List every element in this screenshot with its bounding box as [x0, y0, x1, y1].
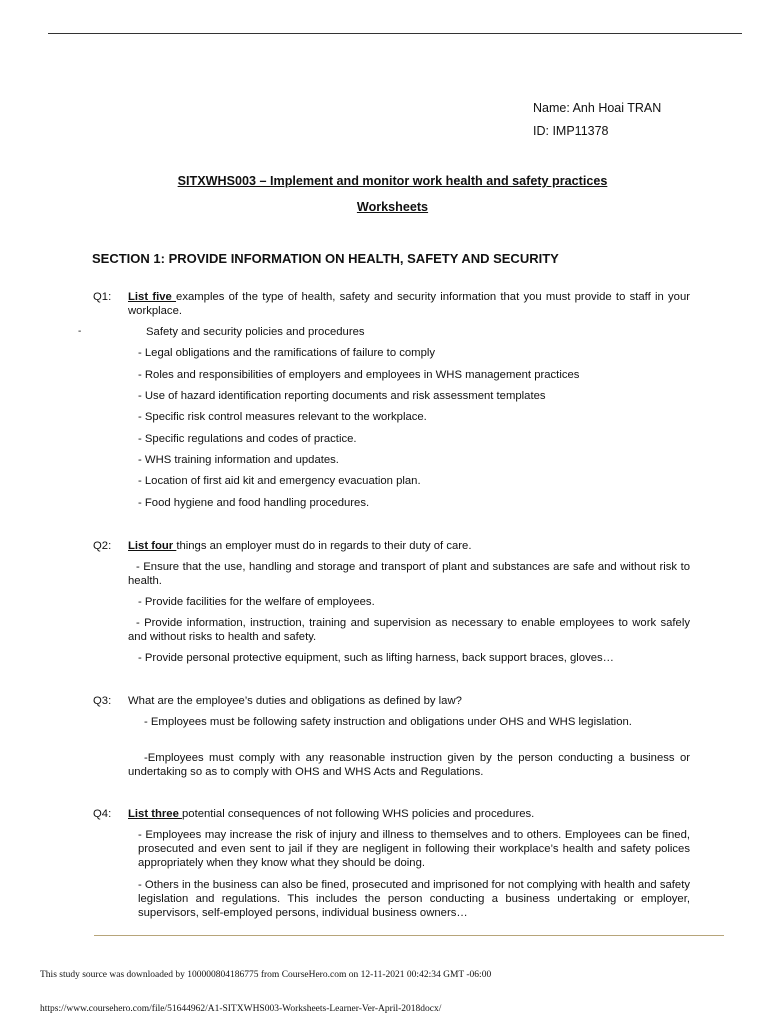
q2-text: things an employer must do in regards to their duty of care.	[176, 540, 472, 552]
q4-text: potential consequences of not following WHS policies and procedures.	[182, 808, 535, 820]
q1-item: - Legal obligations and the ramifications of failure to comply	[138, 347, 436, 359]
q4-answer: - Others in the business can also be fined, prosecuted and imprisoned for not complying with health and safety legislation and regulations. This includes the person conducting a business undertaking or employer, supervisors, self-employed persons, individual business owners…	[138, 879, 690, 919]
q1-lead: List five	[128, 291, 177, 303]
q1-item: - Use of hazard identification reporting documents and risk assessment templates	[138, 390, 546, 402]
document-subtitle: Worksheets	[356, 200, 429, 214]
q1-item: - WHS training information and updates.	[138, 454, 339, 466]
q1-item: - Specific regulations and codes of practice.	[138, 433, 357, 445]
q2-answer: - Provide personal protective equipment, such as lifting harness, back support braces, gloves…	[138, 652, 614, 664]
q2-label: Q2:	[93, 540, 112, 552]
q1-label: Q1:	[93, 291, 112, 303]
q2-answer: - Ensure that the use, handling and storage and transport of plant and substances are safe and without risk to health.	[128, 561, 690, 587]
bottom-rule	[94, 935, 724, 936]
q3-answer: - Employees must be following safety instruction and obligations under OHS and WHS legislation.	[144, 716, 632, 728]
top-rule	[48, 33, 742, 34]
student-name: Name: Anh Hoai TRAN	[533, 101, 662, 115]
source-url-link[interactable]: https://www.coursehero.com/file/51644962/A1-SITXWHS003-Worksheets-Learner-Ver-April-2018docx/	[40, 1004, 442, 1014]
q1-item: - Specific risk control measures relevant to the workplace.	[138, 411, 427, 423]
q1-item: - Food hygiene and food handling procedures.	[138, 497, 370, 509]
q2-answer: - Provide information, instruction, training and supervision as necessary to enable employees to work safely and without risks to health and safety.	[128, 617, 690, 643]
q2-lead: List four	[128, 540, 177, 552]
q2-answer: - Provide facilities for the welfare of employees.	[138, 596, 375, 608]
q3-answer: -Employees must comply with any reasonable instruction given by the person conducting a business or undertaking so as to comply with OHS and WHS Acts and Regulations.	[128, 752, 690, 778]
q4-label: Q4:	[93, 808, 112, 820]
q3-label: Q3:	[93, 695, 112, 707]
q3-question: What are the employee’s duties and obligations as defined by law?	[128, 695, 462, 707]
student-id: ID: IMP11378	[533, 124, 609, 138]
q1-question	[128, 290, 690, 318]
stray-marker: -	[78, 326, 82, 337]
q4-lead: List three	[128, 808, 182, 820]
q2-question	[128, 539, 690, 553]
q1-item: - Roles and responsibilities of employers and employees in WHS management practices	[138, 369, 580, 381]
q1-item: - Location of first aid kit and emergency evacuation plan.	[138, 475, 421, 487]
q4-question	[128, 807, 690, 821]
q1-text: examples of the type of health, safety and security information that you must provide to staff in your workplace.	[128, 291, 690, 317]
q4-answer: - Employees may increase the risk of injury and illness to themselves and to others. Employees can be fined, prosecuted and even sent to jail if they are negligent in following their workplace’s health and safety polices appropriately when they know what they should be doing.	[138, 829, 690, 869]
section-1-heading: SECTION 1: PROVIDE INFORMATION ON HEALTH, SAFETY AND SECURITY	[92, 251, 559, 266]
document-title: SITXWHS003 – Implement and monitor work health and safety practices	[177, 174, 608, 188]
download-notice: This study source was downloaded by 100000804186775 from CourseHero.com on 12-11-2021 00:42:34 GMT -06:00	[40, 970, 492, 980]
q1-item: Safety and security policies and procedures	[146, 326, 365, 338]
